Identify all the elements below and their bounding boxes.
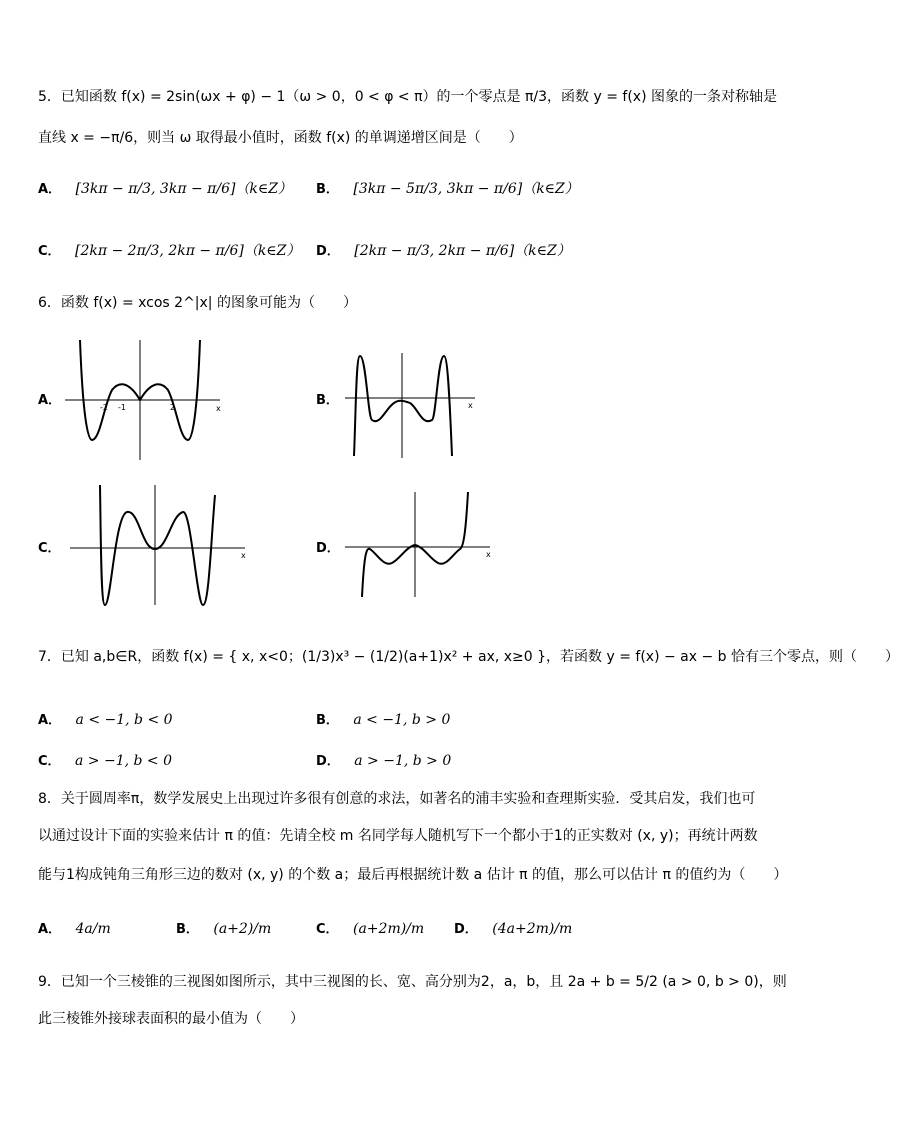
option-text: [3kπ − π/3, 3kπ − π/6]（k∈Z） bbox=[75, 181, 293, 197]
option-label: C． bbox=[316, 922, 339, 937]
q6-graph-label-b: B． bbox=[316, 393, 339, 408]
q6-stem: 6．函数 f(x) = xcos 2^|x| 的图象可能为（ ） bbox=[38, 295, 357, 311]
option-label: A． bbox=[38, 922, 62, 937]
option-text: [2kπ − π/3, 2kπ − π/6]（k∈Z） bbox=[354, 243, 571, 259]
q6-graph-d[interactable] bbox=[340, 487, 495, 602]
q6-graph-label-d: D． bbox=[316, 541, 340, 556]
option-text: a > −1, b > 0 bbox=[354, 753, 452, 769]
svg-text:x: x bbox=[468, 401, 473, 410]
q7-option-b[interactable] bbox=[316, 709, 450, 732]
option-label: D． bbox=[316, 754, 340, 769]
option-label: C． bbox=[38, 244, 61, 259]
q7-option-a[interactable] bbox=[38, 709, 173, 732]
q7-option-c[interactable] bbox=[38, 750, 172, 773]
q7-option-d[interactable] bbox=[316, 750, 451, 773]
q6-graph-label-c: C． bbox=[38, 541, 61, 556]
q8-option-d[interactable] bbox=[454, 918, 572, 941]
option-label: D． bbox=[454, 922, 478, 937]
option-label: B． bbox=[316, 182, 339, 197]
q8-stem-line3: 能与1构成钝角三角形三边的数对 (x, y) 的个数 a；最后再根据统计数 a 估计 π 的值，那么可以估计 π 的值约为（ ） bbox=[38, 867, 788, 883]
option-label: A． bbox=[38, 713, 62, 728]
q5-option-d[interactable] bbox=[316, 240, 571, 263]
option-text: (4a+2m)/m bbox=[492, 921, 573, 937]
svg-text:2: 2 bbox=[170, 403, 176, 412]
q5-option-c[interactable] bbox=[38, 240, 300, 263]
option-text: [2kπ − 2π/3, 2kπ − π/6]（k∈Z） bbox=[75, 243, 301, 259]
q7-stem: 7．已知 a,b∈R，函数 f(x) = { x, x<0；(1/3)x³ − (1/2)(a+1)x² + ax, x≥0 }，若函数 y = f(x) − ax − b 恰有三个零点，则（ ） bbox=[38, 649, 899, 665]
q8-stem-line2: 以通过设计下面的实验来估计 π 的值：先请全校 m 名同学每人随机写下一个都小于1的正实数对 (x, y)；再统计两数 bbox=[38, 828, 758, 844]
svg-text:x: x bbox=[241, 551, 246, 560]
option-label: D． bbox=[316, 244, 340, 259]
q6-graph-a[interactable] bbox=[60, 335, 225, 465]
svg-text:-2: -2 bbox=[100, 403, 108, 412]
q8-stem-line1: 8．关于圆周率π，数学发展史上出现过许多很有创意的求法，如著名的浦丰实验和查理斯实验．受其启发，我们也可 bbox=[38, 791, 756, 807]
option-text: a > −1, b < 0 bbox=[75, 753, 173, 769]
option-label: B． bbox=[316, 713, 339, 728]
q9-stem-line2: 此三棱锥外接球表面积的最小值为（ ） bbox=[38, 1011, 304, 1027]
option-label: B． bbox=[176, 922, 199, 937]
option-text: a < −1, b < 0 bbox=[75, 712, 173, 728]
q8-option-a[interactable] bbox=[38, 918, 111, 941]
option-label: A． bbox=[38, 182, 62, 197]
q6-graph-c[interactable] bbox=[65, 480, 250, 610]
q9-stem-line1: 9．已知一个三棱锥的三视图如图所示，其中三视图的长、宽、高分别为2，a，b，且 2a + b = 5/2 (a > 0, b > 0)，则 bbox=[38, 974, 787, 990]
svg-text:x: x bbox=[216, 404, 221, 413]
q5-option-b[interactable] bbox=[316, 178, 579, 201]
q8-option-c[interactable] bbox=[316, 918, 424, 941]
svg-text:-1: -1 bbox=[118, 403, 126, 412]
option-text: 4a/m bbox=[75, 921, 111, 937]
q5-stem-line1: 5．已知函数 f(x) = 2sin(ωx + φ) − 1（ω > 0，0 < φ < π）的一个零点是 π/3，函数 y = f(x) 图象的一条对称轴是 bbox=[38, 89, 777, 105]
q6-graph-b[interactable] bbox=[340, 348, 480, 460]
q5-option-a[interactable] bbox=[38, 178, 292, 201]
svg-text:x: x bbox=[486, 550, 491, 559]
q6-graph-label-a: A． bbox=[38, 393, 62, 408]
q5-stem-line2: 直线 x = −π/6，则当 ω 取得最小值时，函数 f(x) 的单调递增区间是（ ） bbox=[38, 130, 523, 146]
option-text: a < −1, b > 0 bbox=[353, 712, 451, 728]
option-label: C． bbox=[38, 754, 61, 769]
option-text: (a+2)/m bbox=[213, 921, 272, 937]
option-text: [3kπ − 5π/3, 3kπ − π/6]（k∈Z） bbox=[353, 181, 579, 197]
q8-option-b[interactable] bbox=[176, 918, 271, 941]
option-text: (a+2m)/m bbox=[353, 921, 425, 937]
